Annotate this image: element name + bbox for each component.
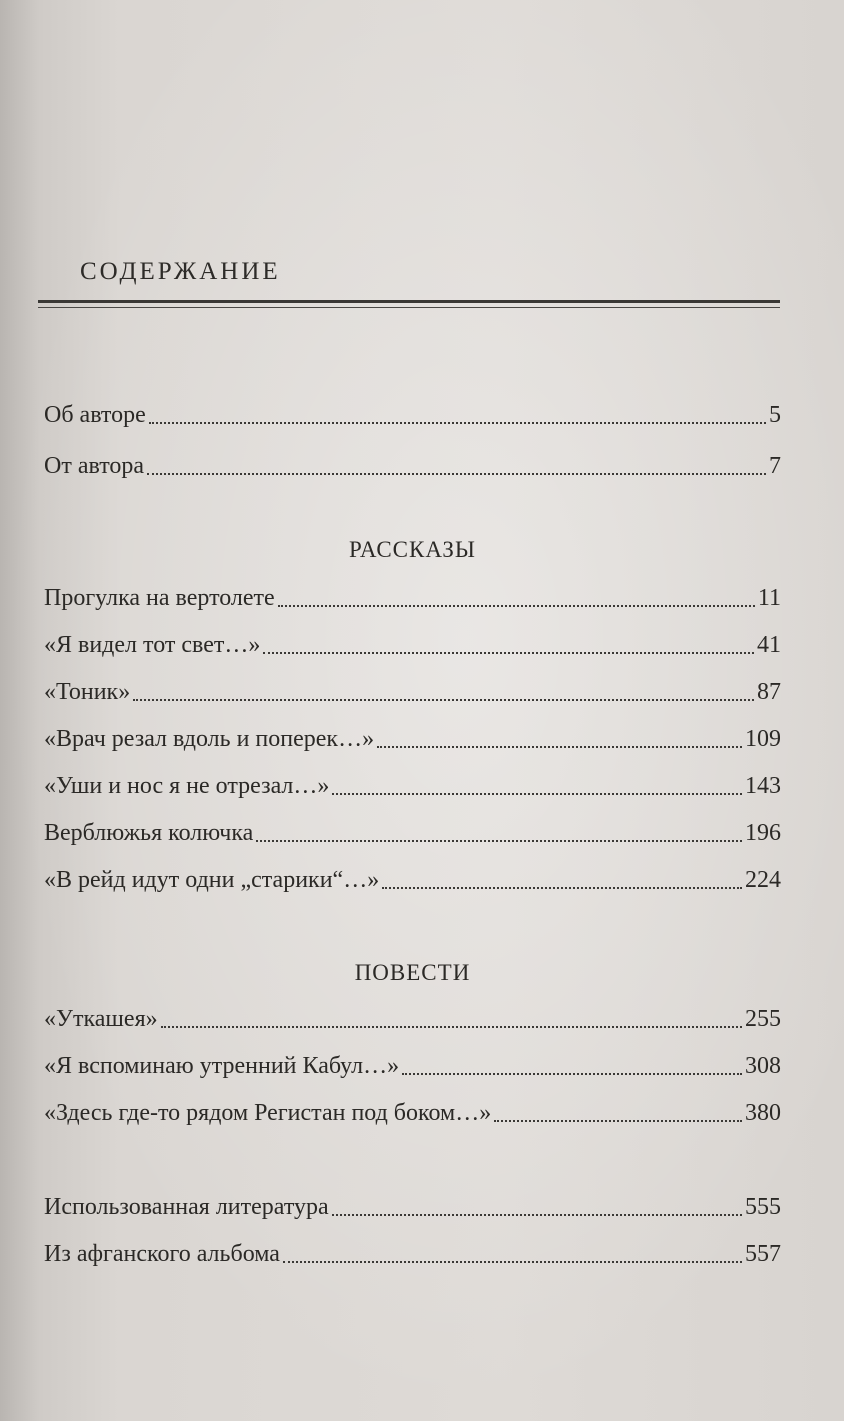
toc-entry-title: «В рейд идут одни „старики“…» bbox=[44, 867, 380, 893]
toc-entry-page: 87 bbox=[757, 679, 781, 705]
toc-entry-title: Верблюжья колючка bbox=[44, 820, 254, 846]
toc-entry bbox=[44, 1096, 781, 1130]
toc-entry-page: 5 bbox=[769, 402, 781, 428]
dot-leader bbox=[402, 1072, 742, 1075]
dot-leader bbox=[494, 1119, 742, 1122]
heading-rule-thick bbox=[38, 300, 780, 303]
toc-entry-page: 255 bbox=[745, 1006, 781, 1032]
toc-entry-page: 11 bbox=[757, 585, 781, 611]
toc-entry-about-author bbox=[44, 398, 781, 432]
toc-entry bbox=[44, 581, 781, 615]
dot-leader bbox=[133, 698, 754, 701]
dot-leader bbox=[382, 886, 742, 889]
dot-leader bbox=[256, 839, 742, 842]
toc-entry-page: 555 bbox=[745, 1194, 781, 1220]
toc-entry-page: 109 bbox=[745, 726, 781, 752]
toc-entry-title: Об авторе bbox=[44, 402, 146, 428]
toc-entry-title: «Здесь где-то рядом Регистан под боком…» bbox=[44, 1100, 492, 1126]
toc-entry bbox=[44, 769, 781, 803]
toc-entry-page: 196 bbox=[745, 820, 781, 846]
toc-entry-title: Использованная литература bbox=[44, 1194, 329, 1220]
toc-entry-page: 308 bbox=[745, 1053, 781, 1079]
toc-entry-title: «Я видел тот свет…» bbox=[44, 632, 261, 658]
dot-leader bbox=[147, 472, 766, 475]
toc-entry bbox=[44, 675, 781, 709]
toc-entry-page: 380 bbox=[745, 1100, 781, 1126]
heading-rule-thin bbox=[38, 307, 780, 308]
toc-entry-page: 557 bbox=[745, 1241, 781, 1267]
toc-entry-title: «Уши и нос я не отрезал…» bbox=[44, 773, 330, 799]
toc-entry-from-author bbox=[44, 449, 781, 483]
dot-leader bbox=[263, 651, 754, 654]
section-heading-novellas: ПОВЕСТИ bbox=[354, 960, 471, 985]
toc-entry-page: 224 bbox=[745, 867, 781, 893]
dot-leader bbox=[332, 792, 742, 795]
dot-leader bbox=[149, 421, 766, 424]
toc-entry bbox=[44, 816, 781, 850]
toc-entry bbox=[44, 628, 781, 662]
toc-entry-page: 7 bbox=[769, 453, 781, 479]
toc-entry bbox=[44, 722, 781, 756]
toc-entry-title: «Тоник» bbox=[44, 679, 131, 705]
dot-leader bbox=[377, 745, 742, 748]
toc-entry-title: Из афганского альбома bbox=[44, 1241, 280, 1267]
dot-leader bbox=[283, 1260, 742, 1263]
toc-entry-title: Прогулка на вертолете bbox=[44, 585, 275, 611]
toc-entry-references bbox=[44, 1190, 781, 1224]
toc-entry-title: «Врач резал вдоль и поперек…» bbox=[44, 726, 375, 752]
toc-entry-album bbox=[44, 1237, 781, 1271]
toc-entry-page: 41 bbox=[757, 632, 781, 658]
toc-entry bbox=[44, 863, 781, 897]
toc-entry-title: «Уткашея» bbox=[44, 1006, 158, 1032]
toc-entry-page: 143 bbox=[745, 773, 781, 799]
toc-entry-title: От автора bbox=[44, 453, 145, 479]
toc-entry bbox=[44, 1002, 781, 1036]
toc-entry bbox=[44, 1049, 781, 1083]
section-heading-stories: РАССКАЗЫ bbox=[349, 537, 476, 562]
contents-heading: СОДЕРЖАНИЕ bbox=[80, 258, 281, 285]
dot-leader bbox=[332, 1213, 742, 1216]
dot-leader bbox=[278, 604, 755, 607]
toc-entry-title: «Я вспоминаю утренний Кабул…» bbox=[44, 1053, 400, 1079]
dot-leader bbox=[161, 1025, 742, 1028]
